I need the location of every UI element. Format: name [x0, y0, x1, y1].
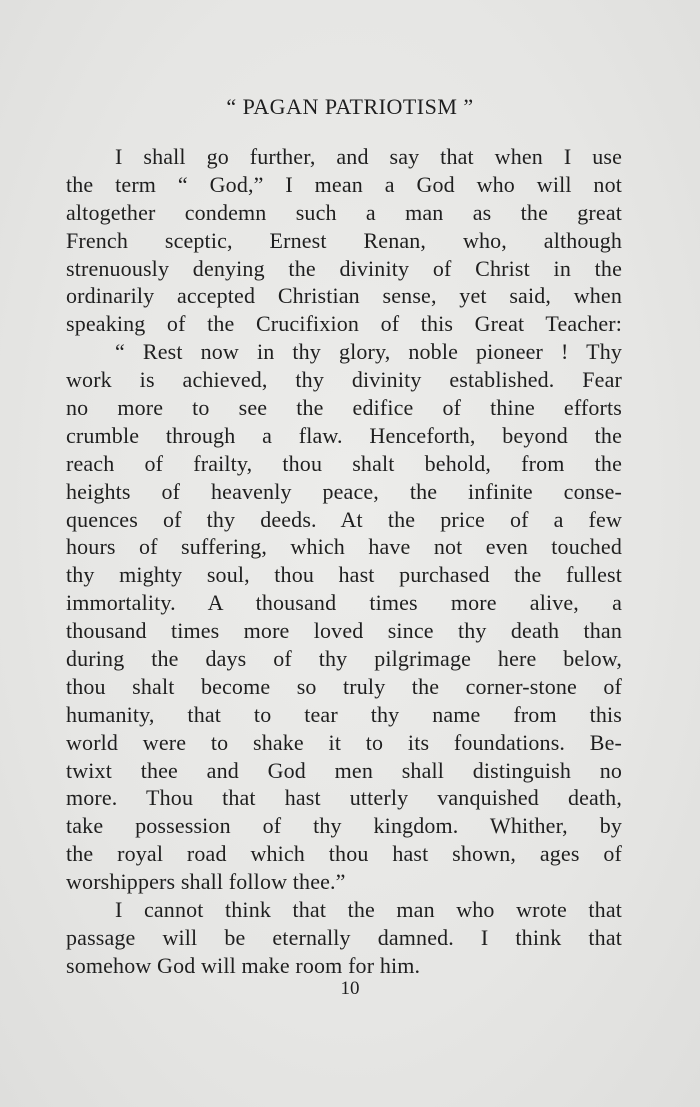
text-line: crumble through a flaw. Henceforth, beyond the: [66, 422, 622, 448]
page-number: 10: [340, 978, 360, 999]
text-line: “ Rest now in thy glory, noble pioneer ! Thy: [115, 339, 622, 365]
text-line: world were to shake it to its foundations. Be-: [66, 729, 622, 755]
text-line: quences of thy deeds. At the price of a few: [66, 506, 622, 532]
text-line: reach of frailty, thou shalt behold, from the: [66, 450, 622, 476]
text-line: immortality. A thousand times more alive, a: [66, 590, 622, 616]
text-line: speaking of the Crucifixion of this Great Teacher:: [66, 311, 622, 337]
text-line: I shall go further, and say that when I use: [115, 144, 622, 169]
text-line: altogether condemn such a man as the great: [66, 199, 622, 225]
body-text: [66, 143, 622, 980]
text-line: ordinarily accepted Christian sense, yet said, when: [66, 283, 622, 309]
text-line: humanity, that to tear thy name from this: [66, 701, 622, 727]
text-line: thou shalt become so truly the corner-stone of: [66, 673, 622, 699]
text-line: take possession of thy kingdom. Whither, by: [66, 813, 622, 839]
text-line: during the days of thy pilgrimage here below,: [66, 646, 622, 672]
text-line: the royal road which thou hast shown, ages of: [66, 841, 622, 867]
text-line: thy mighty soul, thou hast purchased the fullest: [66, 562, 622, 588]
text-line: work is achieved, thy divinity established. Fear: [66, 367, 622, 393]
text-line: somehow God will make room for him.: [66, 952, 421, 978]
text-line: worshippers shall follow thee.”: [66, 869, 346, 895]
text-line: passage will be eternally damned. I think that: [66, 924, 622, 950]
text-line: thousand times more loved since thy death than: [66, 618, 622, 644]
text-line: French sceptic, Ernest Renan, who, although: [66, 227, 622, 253]
text-line: I cannot think that the man who wrote that: [115, 897, 622, 923]
text-line: more. Thou that hast utterly vanquished death,: [66, 785, 622, 811]
text-line: twixt thee and God men shall distinguish no: [66, 757, 622, 783]
text-line: the term “ God,” I mean a God who will not: [66, 171, 622, 197]
text-line: strenuously denying the divinity of Christ in the: [66, 255, 622, 281]
running-head: “ PAGAN PATRIOTISM ”: [226, 94, 474, 119]
text-line: hours of suffering, which have not even touched: [66, 534, 622, 560]
text-line: heights of heavenly peace, the infinite conse-: [66, 478, 622, 504]
text-line: no more to see the edifice of thine efforts: [66, 395, 622, 421]
